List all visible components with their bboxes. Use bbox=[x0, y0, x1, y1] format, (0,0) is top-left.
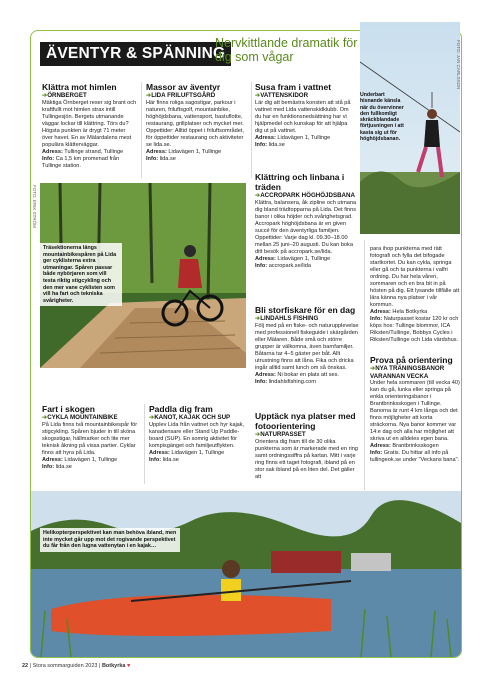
card-address: Adress: Brantbrinksskogen bbox=[370, 443, 439, 449]
card-subtitle: ➔VATTENSKIDOR bbox=[255, 92, 309, 99]
card-body: Följ med på en fiske- och naturupplevelse med professionell fiskeguide i skärgården eller Mälaren. Både små och större grupper är välkomna, även barnfamiljer. Båtarna tar 4–5 gäster per båt. Allt utrustning finns att låna. Fika och dricka ingår alltid samt lunch om så önskas. bbox=[255, 322, 359, 371]
card-info: Info: lida.se bbox=[146, 155, 176, 162]
card-info: Info: Gratis. Du hittar all info på tullingeok.se under "Veckans bana". bbox=[370, 450, 460, 463]
card-body: para ihop punkterna med rätt fotografi och fylla det bifogade startkortet. Du kan cykla, springa eller gå och ta punkterna i valfri ordning. Du har hela våren, sommaren och en bra bit in på hösten på dig. Ett lysande tillfälle att lära känna nya platser i vår kommun. bbox=[370, 246, 460, 308]
card-address: Adress: Lidavägen 1, Tullinge bbox=[255, 255, 331, 262]
card-title: Prova på orientering bbox=[370, 355, 453, 365]
card-title: Klättring och linbana i träden bbox=[255, 172, 345, 192]
card-accropark bbox=[255, 172, 360, 270]
card-fishing bbox=[255, 305, 360, 386]
brand-name: Botkyrka bbox=[101, 663, 126, 669]
card-naturpasset-cont bbox=[370, 246, 460, 344]
card-subtitle: ➔NATURPASSET bbox=[255, 431, 306, 438]
zipline-caption: Underbart hisnande känsla när du övervinner den fullkomligt skräckblandade förtjusningen i att kasta sig ut för höghöjdsbanan. bbox=[360, 92, 404, 143]
card-waterski bbox=[255, 82, 355, 149]
card-info: Info: accropark.se/lida bbox=[255, 262, 311, 269]
card-paddle bbox=[149, 404, 249, 464]
card-body: Klättra, balansera, åk zipline och utmana dig bland trädtopparna på Lida. Det finns banor i olika höjder och svårighetsgrad. Accropark höghöjdsbana är en given succé för den äventyrliga familjen. Oppettider: Varje dag kl. 09.30–18.00 mellan 25 juni–20 augusti. Du kan boka ditt besök på accropark.se/lida. bbox=[255, 199, 357, 255]
card-body: Här finns roliga sagostigar, parkour i naturen, friluftsgolf, mountainbike, höghöjdsbana, vattensport, bastuflotte, restaurang, grillplatser och mycket mer. Oppettider: Alltid öppet i friluftsområdet, för öppettider restaurang och aktiviteter se lida.se. bbox=[146, 99, 244, 148]
card-info: Info: lida.se bbox=[42, 463, 72, 470]
photo-credit-bike: FOTO: ERIK STRÖM bbox=[32, 185, 37, 228]
card-address: Adress: Lidavägen 1, Tullinge bbox=[42, 456, 118, 463]
card-subtitle: ➔ÖRNBERGET bbox=[42, 92, 87, 99]
card-subtitle: ➔LINDAHLS FISHING bbox=[255, 315, 319, 322]
column-divider bbox=[141, 82, 142, 178]
card-title: Bli storfiskare för en dag bbox=[255, 305, 356, 315]
card-title: Klättra mot himlen bbox=[42, 82, 117, 92]
card-orientering bbox=[370, 355, 460, 464]
page-number: 22 bbox=[22, 663, 29, 669]
kayak-photo bbox=[31, 491, 461, 657]
card-adventure bbox=[146, 82, 246, 163]
card-subtitle: ➔KANOT, KAJAK OCH SUP bbox=[149, 414, 231, 421]
card-body: Orientera dig fram till de 30 olika punkterna som är markerade med en ring samt ordningssiffra på kartan. Mitt i varje ring finns ett taget fotografi, ibland på en stor sak ibland på en liten del. Det gäller att bbox=[255, 438, 358, 480]
card-info: Info: lida.se bbox=[255, 141, 285, 148]
column-divider bbox=[364, 240, 365, 490]
heart-icon: ♥ bbox=[127, 663, 131, 669]
card-subtitle: ➔CYKLA MOUNTAINBIKE bbox=[42, 414, 118, 421]
card-climbing bbox=[42, 82, 137, 170]
column-divider bbox=[251, 82, 252, 178]
card-info: Info: Ca 1,5 km promenad från Tullinge station. bbox=[42, 155, 120, 169]
card-address: Adress: Hela Botkyrka bbox=[370, 309, 428, 315]
card-address: Adress: Tullinge strand, Tullinge bbox=[42, 148, 124, 155]
card-address: Adress: Lidavägen 1, Tullinge bbox=[255, 134, 331, 141]
card-body: Mäktiga Örnberget reser sig brant och kraftfullt mot himlen strax intill Tullingesjön. Bergets utmanande väggar lockar till klättring. Törs du? Högsta punkten är drygt 71 meter över havet. En av Mälardalens mest populära klätterväggar. bbox=[42, 99, 137, 148]
bike-caption: Träsektionerna längs mountainbikespåren på Lida ger cyklisterna extra utmaningar. Spåren passar både nybörjaren som vill testa riktig stigcykling och den mer vane cyklisten som vill ha fart och tekniska svårigheter. bbox=[40, 243, 122, 306]
column-divider bbox=[144, 404, 145, 484]
card-body: Under hela sommaren (till vecka 40) kan du gå, lunka eller springa på enkla orienteringsbanor i Brantbrinksskogen i Tullinge. Banorna är runt 4 km långa och det finns möjligheter att korta sträckorna. Nya banor kommer var 14:e dag och alla har möjlighet att skriva ut en alldeles egen bana. bbox=[370, 380, 460, 442]
card-title: Fart i skogen bbox=[42, 404, 95, 414]
page-footer: 22 | Stora sommarguiden 2023 | Botkyrka ♥ bbox=[22, 663, 131, 669]
card-subtitle: ➔LIDA FRILUFTSGÅRD bbox=[146, 92, 216, 99]
publication-name: Stora sommarguiden 2023 bbox=[32, 663, 98, 669]
photo-credit-top: FOTO: JAN CARLSSON bbox=[456, 40, 461, 90]
kayak-caption: Helikopterperspektivet kan man behöva ibland, men inte mycket går upp mot det rogivande perspektivet du får från den lugna vattenytan i en kajak… bbox=[40, 528, 180, 552]
card-title: Susa fram i vattnet bbox=[255, 82, 332, 92]
card-subtitle: ➔ACCROPARK HÖGHÖJDSBANA bbox=[255, 192, 355, 199]
card-address: Adress: Ni bokar en plats att ses. bbox=[255, 371, 339, 378]
card-title: Massor av äventyr bbox=[146, 82, 221, 92]
section-subtitle: Nervkittlande dramatik för dig som vågar bbox=[215, 36, 358, 64]
card-naturpasset bbox=[255, 411, 360, 481]
card-mountainbike bbox=[42, 404, 142, 471]
card-title: Paddla dig fram bbox=[149, 404, 213, 414]
card-info: Info: lida.se bbox=[149, 456, 179, 463]
card-body: Lär dig att bemästra konsten att stå på vattnet med Lida vattenskidklubb. Om du har en funktionsnedsättning har vi hjälpmedel och kunskap för att hjälpa dig ut på vattnet. bbox=[255, 99, 351, 134]
card-subtitle: ➔NYA TRÄNINGSBANOR VARANNAN VECKA bbox=[370, 365, 445, 380]
card-body: Upplev Lida från vattnet och hyr kajak, kanadensare eller Stand Up Paddle-board (SUP). En somrig aktivitet för kompisgänget och familjeutflykten. bbox=[149, 421, 245, 449]
card-title: Upptäck nya platser med fotoorientering bbox=[255, 411, 356, 431]
card-body: På Lida finns två mountainbikespår för stigcykling. Spåren bjuder in till sköna skogsstigar, hällmarker och lite mer teknisk åkning på vissa partier. Cyklar finns att hyra på Lida. bbox=[42, 421, 138, 456]
card-info: Info: Naturpasset kostar 120 kr och köps hos: Tullinge blommor, ICA Riksten/Tullinge, Bobbys Cycles i Riksten/Tullinge och Lida värdshus. bbox=[370, 316, 459, 343]
card-info: Info: lindahlsfishing.com bbox=[255, 378, 316, 385]
card-address: Adress: Lidavägen 1, Tullinge bbox=[146, 148, 222, 155]
card-address: Adress: Lidavägen 1, Tullinge bbox=[149, 449, 225, 456]
section-title: ÄVENTYR & SPÄNNING bbox=[40, 42, 231, 66]
